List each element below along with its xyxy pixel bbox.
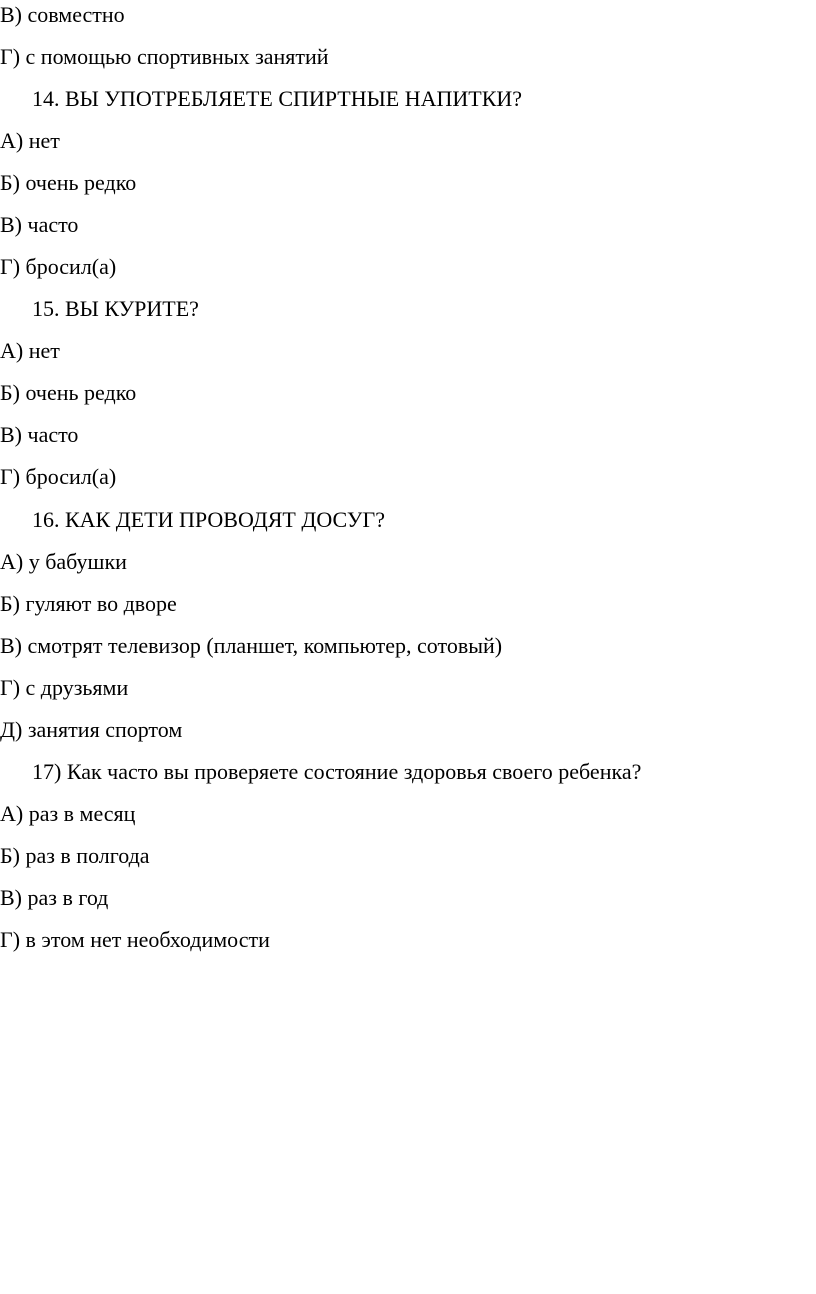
answer-line: Б) очень редко (0, 170, 137, 195)
answer-line: Г) с друзьями (0, 675, 129, 700)
answer-line: А) у бабушки (0, 549, 127, 574)
answer-line: В) часто (0, 212, 79, 237)
answer-line: Д) занятия спортом (0, 717, 183, 742)
answer-line: Б) раз в полгода (0, 843, 150, 868)
answer-line: В) раз в год (0, 885, 109, 910)
question-heading: 15. ВЫ КУРИТЕ? (32, 296, 199, 321)
answer-line: Б) очень редко (0, 380, 137, 405)
question-heading: 16. КАК ДЕТИ ПРОВОДЯТ ДОСУГ? (32, 507, 385, 532)
answer-line: Г) в этом нет необходимости (0, 927, 270, 952)
answer-line: Г) с помощью спортивных занятий (0, 44, 329, 69)
answer-line: А) раз в месяц (0, 801, 136, 826)
question-heading: 14. ВЫ УПОТРЕБЛЯЕТЕ СПИРТНЫЕ НАПИТКИ? (32, 86, 523, 111)
answer-line: Г) бросил(а) (0, 254, 117, 279)
answer-line: В) смотрят телевизор (планшет, компьютер, сотовый) (0, 633, 503, 658)
question-heading: 17) Как часто вы проверяете состояние здоровья своего ребенка? (32, 759, 642, 784)
answer-line: В) часто (0, 422, 79, 447)
answer-line: В) совместно (0, 2, 125, 27)
answer-line: Б) гуляют во дворе (0, 591, 177, 616)
answer-line: Г) бросил(а) (0, 464, 117, 489)
answer-line: А) нет (0, 128, 60, 153)
answer-line: А) нет (0, 338, 60, 363)
